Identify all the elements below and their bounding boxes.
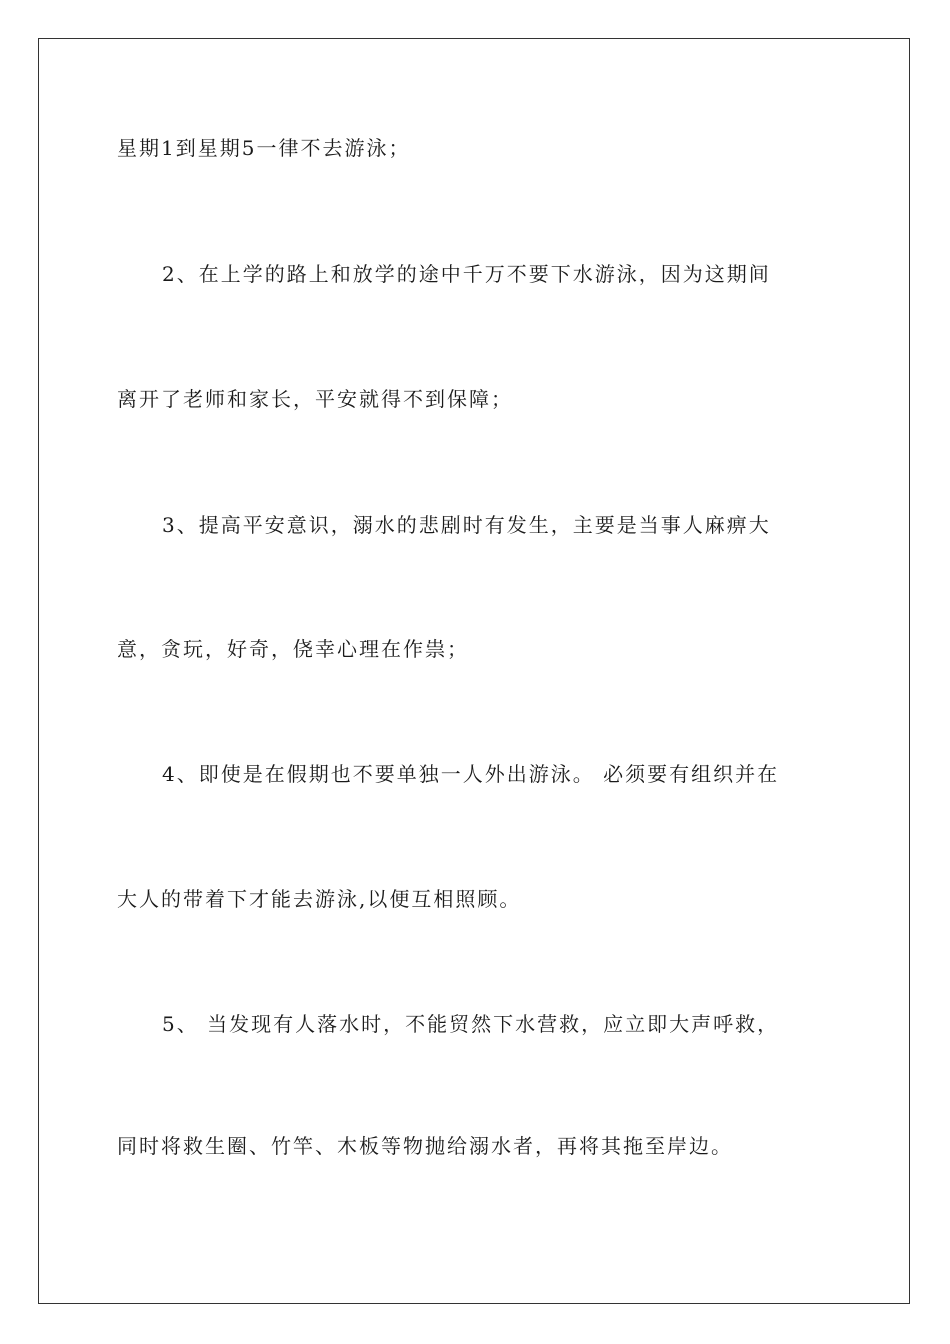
text-line: 同时将救生圈、竹竿、木板等物抛给溺水者，再将其拖至岸边。 — [117, 1134, 733, 1158]
text-line: 离开了老师和家长，平安就得不到保障； — [117, 387, 513, 411]
text-line: 2、在上学的路上和放学的途中千万不要下水游泳，因为这期间 — [162, 262, 771, 286]
text-line: 大人的带着下才能去游泳,以便互相照顾。 — [117, 887, 522, 911]
page-border — [38, 38, 910, 1304]
text-line: 5、 当发现有人落水时，不能贸然下水营救，应立即大声呼救， — [162, 1012, 780, 1036]
text-line: 4、即使是在假期也不要单独一人外出游泳。 必须要有组织并在 — [162, 762, 780, 786]
text-line: 星期1到星期5一律不去游泳； — [117, 136, 411, 160]
text-line: 3、提高平安意识，溺水的悲剧时有发生，主要是当事人麻痹大 — [162, 513, 771, 537]
text-line: 意，贪玩，好奇，侥幸心理在作祟； — [117, 637, 469, 661]
